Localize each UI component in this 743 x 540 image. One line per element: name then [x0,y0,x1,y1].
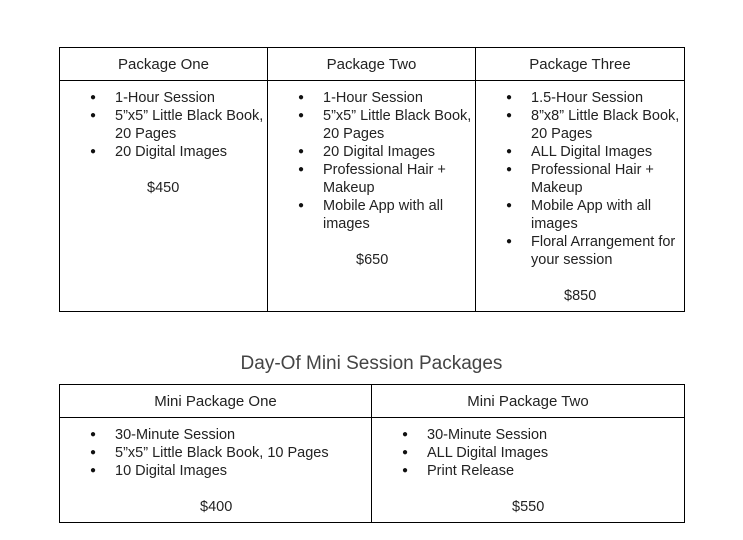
list-item: ● 20 Digital Images [298,143,475,161]
list-item: ● ALL Digital Images [506,143,684,161]
mini-package-one-features [60,426,371,480]
list-item: ● Print Release [402,462,684,480]
list-item: ● 5”x5” Little Black Book, 20 Pages [298,107,475,143]
list-item: ● ALL Digital Images [402,444,684,462]
package-two-title: Package Two [268,48,476,81]
list-item: ● 1-Hour Session [90,89,267,107]
mini-package-two-title: Mini Package Two [372,385,685,418]
package-two-cell [268,81,476,312]
package-one-title: Package One [60,48,268,81]
list-item: ● Mobile App with all images [298,197,475,233]
package-two-price: $650 [356,252,389,268]
packages-body-row [60,81,685,312]
package-one-price: $450 [147,180,180,196]
list-item: ● Floral Arrangement for your session [506,233,684,269]
list-item: ● 30-Minute Session [402,426,684,444]
package-three-price: $850 [564,288,597,304]
list-item: ● Professional Hair + Makeup [506,161,684,197]
list-item: ● 1-Hour Session [298,89,475,107]
list-item: ● 8”x8” Little Black Book, 20 Pages [506,107,684,143]
mini-package-two-cell [372,418,685,523]
package-one-cell [60,81,268,312]
mini-package-two-price: $550 [512,499,545,515]
packages-table [59,47,685,312]
list-item: ● 1.5-Hour Session [506,89,684,107]
list-item: ● 20 Digital Images [90,143,267,161]
package-three-features [476,89,684,269]
mini-package-one-price: $400 [200,499,233,515]
list-item: ● Mobile App with all images [506,197,684,233]
package-three-cell [476,81,685,312]
package-two-features [268,89,475,233]
list-item: ● 5”x5” Little Black Book, 20 Pages [90,107,267,143]
list-item: ● 30-Minute Session [90,426,371,444]
mini-header-row [60,385,685,418]
list-item: ● 10 Digital Images [90,462,371,480]
list-item: ● 5”x5” Little Black Book, 10 Pages [90,444,371,462]
mini-body-row [60,418,685,523]
package-one-features [60,89,267,161]
list-item: ● Professional Hair + Makeup [298,161,475,197]
mini-packages-table [59,384,685,523]
mini-section-heading: Day-Of Mini Session Packages [240,353,503,374]
mini-package-one-cell [60,418,372,523]
mini-package-two-features [372,426,684,480]
packages-header-row [60,48,685,81]
mini-package-one-title: Mini Package One [60,385,372,418]
package-three-title: Package Three [476,48,685,81]
